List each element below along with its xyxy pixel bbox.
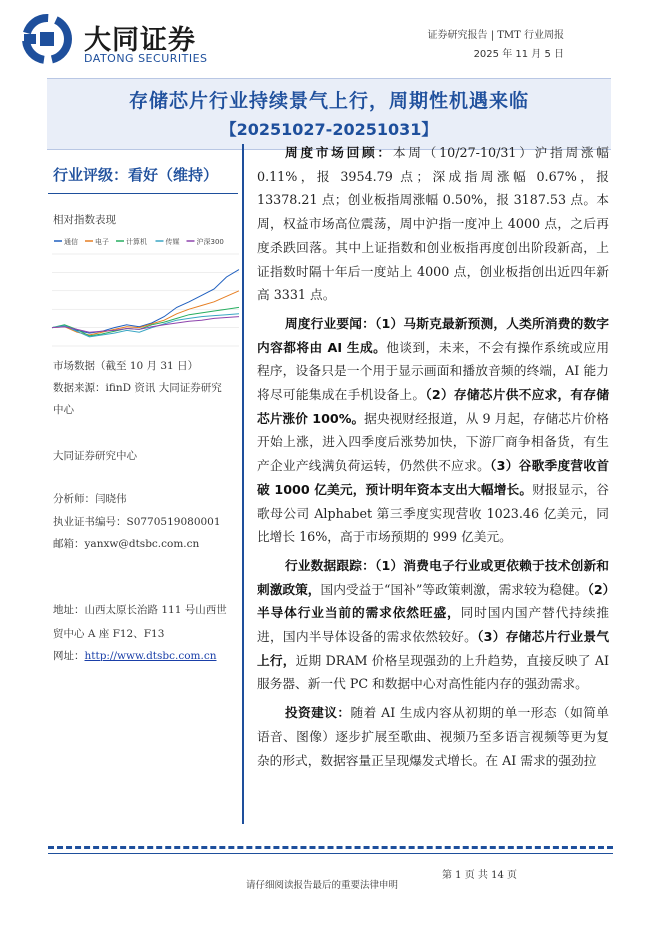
industry-news-paragraph — [257, 312, 609, 549]
series-line-2 — [52, 307, 239, 336]
website — [53, 648, 217, 663]
research-institute: 大同证券研究中心 — [53, 450, 137, 462]
data-item-3-text: 近期 DRAM 价格呈现强劲的上升趋势，直接反映了 AI 服务器、新一代 PC 和数据中心对高性能内存的强劲需求。 — [257, 652, 610, 692]
news-item-3: （3）谷歌季度营收首破 1000 亿美元，预计明年资本支出大幅增长。 — [257, 458, 609, 497]
data-item-2: （2）半导体行业当前的需求依然旺盛， — [257, 581, 609, 621]
chart-legend — [54, 237, 224, 246]
website-link[interactable]: http://www.dtsbc.com.cn — [84, 650, 217, 662]
legend-label-4: 沪深300 — [196, 238, 224, 246]
news-item-2-text: 据央视财经报道，从 9 月起，存储芯片价格开始上涨，进入四季度后涨势加快，下游厂商争相备货，有生产企业产线满负荷运转，仍然供不应求。 — [257, 410, 609, 474]
market-review-text: 本周（10/27-10/31）沪指周涨幅 0.11%，报 3954.79 点；深成指周涨幅 0.67%，报 13378.21 点；创业板指周涨幅 0.50%，报 3187.53 点。本周，权益市场高位震荡，周中沪指一度冲上 4000 点，之后再度杀跌回落。其中上证指数和创业板指再度创出阶段新高，上证指数时隔十年后一度站上 4000 点，创业板指创出近四年新高 3331 点。 — [257, 145, 609, 303]
data-item-3: （3）存储芯片行业景气上行， — [257, 629, 610, 668]
investment-advice-paragraph — [257, 701, 609, 772]
website-label: 网址： — [53, 650, 85, 662]
industry-news-heading: 周度行业要闻： — [284, 315, 375, 331]
data-item-2-text: 同时国内国产替代持续推进，国内半导体设备的需求依然较好。 — [257, 605, 610, 645]
data-source-cont: 中心 — [53, 404, 74, 416]
industry-data-heading: 行业数据跟踪： — [284, 557, 375, 573]
footer-divider — [48, 846, 613, 849]
logo-text-en: DATONG SECURITIES — [84, 52, 208, 65]
industry-data-paragraph — [257, 554, 609, 696]
chart-label: 相对指数表现 — [53, 214, 116, 226]
legend-label-3: 传媒 — [165, 238, 180, 246]
relative-index-chart — [48, 232, 243, 350]
certificate-number: 执业证书编号：S0770519080001 — [53, 516, 221, 528]
email-address: 邮箱：yanxw@dtsbc.com.cn — [53, 538, 200, 550]
report-body — [257, 141, 609, 772]
logo-text-cn: 大同证券 — [84, 25, 196, 56]
report-type: 证券研究报告 | TMT 行业周报 — [427, 30, 564, 41]
report-date: 2025 年 11 月 5 日 — [473, 49, 564, 60]
data-item-1-text: 国内受益于“国补”等政策刺激，需求较为稳健。 — [320, 581, 588, 597]
data-source: 数据来源：ifinD 资讯 大同证券研究 — [53, 382, 222, 394]
footer-divider-thin — [48, 853, 613, 854]
page-title: 存储芯片行业持续景气上行，周期性机遇来临 — [128, 90, 529, 112]
investment-advice-heading: 投资建议： — [284, 705, 351, 721]
series-line-0 — [52, 270, 239, 334]
address-cont: 贸中心 A 座 F12、F13 — [53, 628, 165, 640]
analyst-name: 分析师：闫晓伟 — [53, 493, 127, 505]
report-period: 【20251027-20251031】 — [220, 120, 438, 139]
investment-advice-text: 随着 AI 生成内容从初期的单一形态（如简单语音、图像）逐步扩展至歌曲、视频乃至多语言视频等更为复杂的形式，数据容量正呈现爆发式增长。在 AI 需求的强劲拉 — [257, 705, 609, 768]
logo-icon — [22, 14, 72, 64]
industry-rating: 行业评级：看好（维持） — [53, 166, 219, 184]
market-review-paragraph — [257, 141, 609, 307]
data-item-1: （1）消费电子行业或更依赖于技术创新和刺激政策， — [257, 557, 609, 597]
news-item-1: （1）马斯克最新预测，人类所消费的数字内容都将由 AI 生成。 — [257, 315, 609, 355]
legal-note: 请仔细阅读报告最后的重要法律申明 — [246, 880, 399, 891]
address: 地址：山西太原长治路 111 号山西世 — [53, 604, 227, 616]
legend-label-0: 通信 — [64, 238, 78, 246]
news-item-3-text: 财报显示，谷歌母公司 Alphabet 第三季度实现营收 1023.46 亿美元，同比增长 16%，高于市场预期的 999 亿美元。 — [257, 481, 609, 545]
market-data-note: 市场数据（截至 10 月 31 日） — [53, 360, 199, 372]
news-item-1-text: 他谈到，未来，不会有操作系统或应用程序，设备只是一个用于显示画面和播放音频的终端，AI 能力将尽可能集成在手机设备上。 — [257, 339, 610, 403]
chart-lines — [52, 270, 239, 337]
news-item-2: （2）存储芯片供不应求，有存储芯片涨价 100%。 — [257, 387, 610, 426]
legend-label-1: 电子 — [95, 238, 109, 246]
market-review-heading: 周度市场回顾： — [284, 145, 393, 160]
legend-label-2: 计算机 — [126, 238, 147, 246]
page-number: 第 1 页 共 14 页 — [442, 870, 517, 881]
rating-divider — [48, 193, 238, 194]
